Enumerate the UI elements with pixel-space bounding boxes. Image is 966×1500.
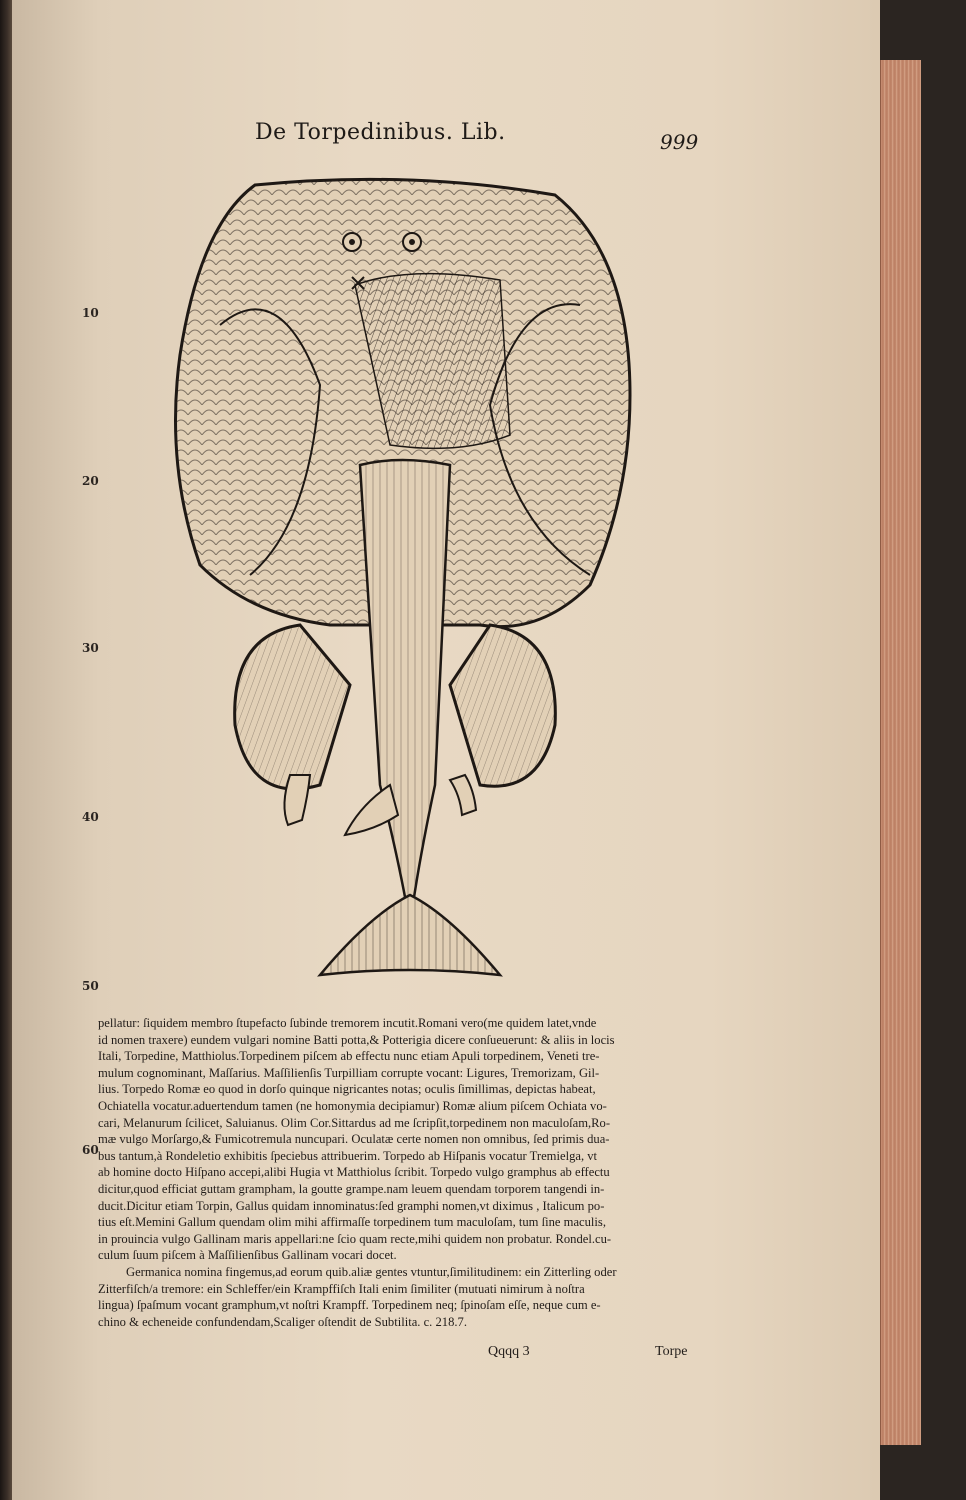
text-line: in prouincia vulgo Gallinam maris appellari:ne ſcio quam recte,mihi quidem non probatur. Rondel.cu- (98, 1231, 612, 1246)
text-line: culum ſuum piſcem à Maſſilienſibus Gallinam vocari docet. (98, 1248, 397, 1263)
book-spine (0, 0, 12, 1500)
text-line: lingua) ſpaſmum vocant gramphum,vt noſtri Krampff. Torpedinem neq; ſpinoſam eſſe, neque cum e- (98, 1298, 601, 1313)
margin-line-number: 30 (82, 641, 99, 655)
page-fore-edge (880, 60, 921, 1445)
margin-line-number: 60 (82, 1143, 99, 1157)
margin-line-number: 20 (82, 474, 99, 488)
text-line: ab homine docto Hiſpano accepi,alibi Hugia vt Matthiolus ſcribit. Torpedo vulgo gramphus ab effectu (98, 1165, 610, 1180)
body-text (98, 1015, 700, 1330)
text-line: cari, Melanurum ſcilicet, Saluianus. Olim Cor.Sittardus ad me ſcripſit,torpedinem non maculoſam,Ro- (98, 1115, 611, 1130)
margin-line-number: 10 (82, 306, 99, 320)
signature-mark: Qqqq 3 (488, 1344, 530, 1359)
text-line: Itali, Torpedine, Matthiolus.Torpedinem piſcem ab effectu nunc etiam Apuli torpedinem, Veneti tre- (98, 1049, 600, 1064)
margin-line-number: 40 (82, 810, 99, 824)
text-line: mulum cognominant, Maſſarius. Maſſilienſis Turpilliam corrupte vocant: Ligures, Tremorizam, Gil- (98, 1065, 600, 1080)
text-line: pellatur: ſiquidem membro ſtupefacto ſubinde tremorem incutit.Romani vero(me quidem latet,vnde (98, 1016, 597, 1030)
text-line: mæ vulgo Morſargo,& Fumicotremula nuncupari. Oculatæ certe nomen non omnibus, ſed primis dua- (98, 1132, 610, 1147)
page-number: 999 (660, 130, 699, 154)
text-line: tius eſt.Memini Gallum quendam olim mihi affirmaſſe torpedinem tum maculoſam, tum ſine maculis, (98, 1215, 606, 1230)
text-line: id nomen traxere) eundem vulgari nomine Batti potta,& Potterigia dicere conſueuerunt: & aliis in locis (98, 1032, 615, 1047)
torpedo-fish-woodcut (160, 165, 660, 990)
text-line: Ochiatella vocatur.aduertendum tamen (ne homonymia decipiamur) Romæ alium piſcem Ochiata vo- (98, 1098, 607, 1113)
text-line: Zitterfiſch/a tremore: ein Schleffer/ein Krampffiſch Itali enim ſimiliter (mutuati nimirum à noſtra (98, 1281, 585, 1296)
text-line: chino & echeneide confundendam,Scaliger oſtendit de Subtilita. c. 218.7. (98, 1314, 467, 1329)
margin-line-number: 50 (82, 979, 99, 993)
text-line: dicitur,quod efficiat guttam grampham, la goutte grampe.nam leuem quendam torporem tangendi in- (98, 1181, 605, 1196)
text-line: Germanica nomina fingemus,ad eorum quib.aliæ gentes vtuntur,ſimilitudinem: ein Zitterling oder (126, 1264, 617, 1279)
text-line: lius. Torpedo Romæ eo quod in dorſo quinque nigricantes notas; oculis ſimillimas, depictas habeat, (98, 1082, 596, 1097)
text-line: ducit.Dicitur etiam Torpin, Gallus quidam innominatus:ſed gramphi nomen,vt diximus , Italicum po- (98, 1198, 605, 1213)
running-title: De Torpedinibus. Lib. (255, 120, 506, 145)
text-line: bus tantum,à Rondeletio exhibitis ſpeciebus attribuerim. Torpedo ab Hiſpanis vocatur Tremielga, vt (98, 1148, 598, 1163)
catchword: Torpe (655, 1344, 688, 1359)
